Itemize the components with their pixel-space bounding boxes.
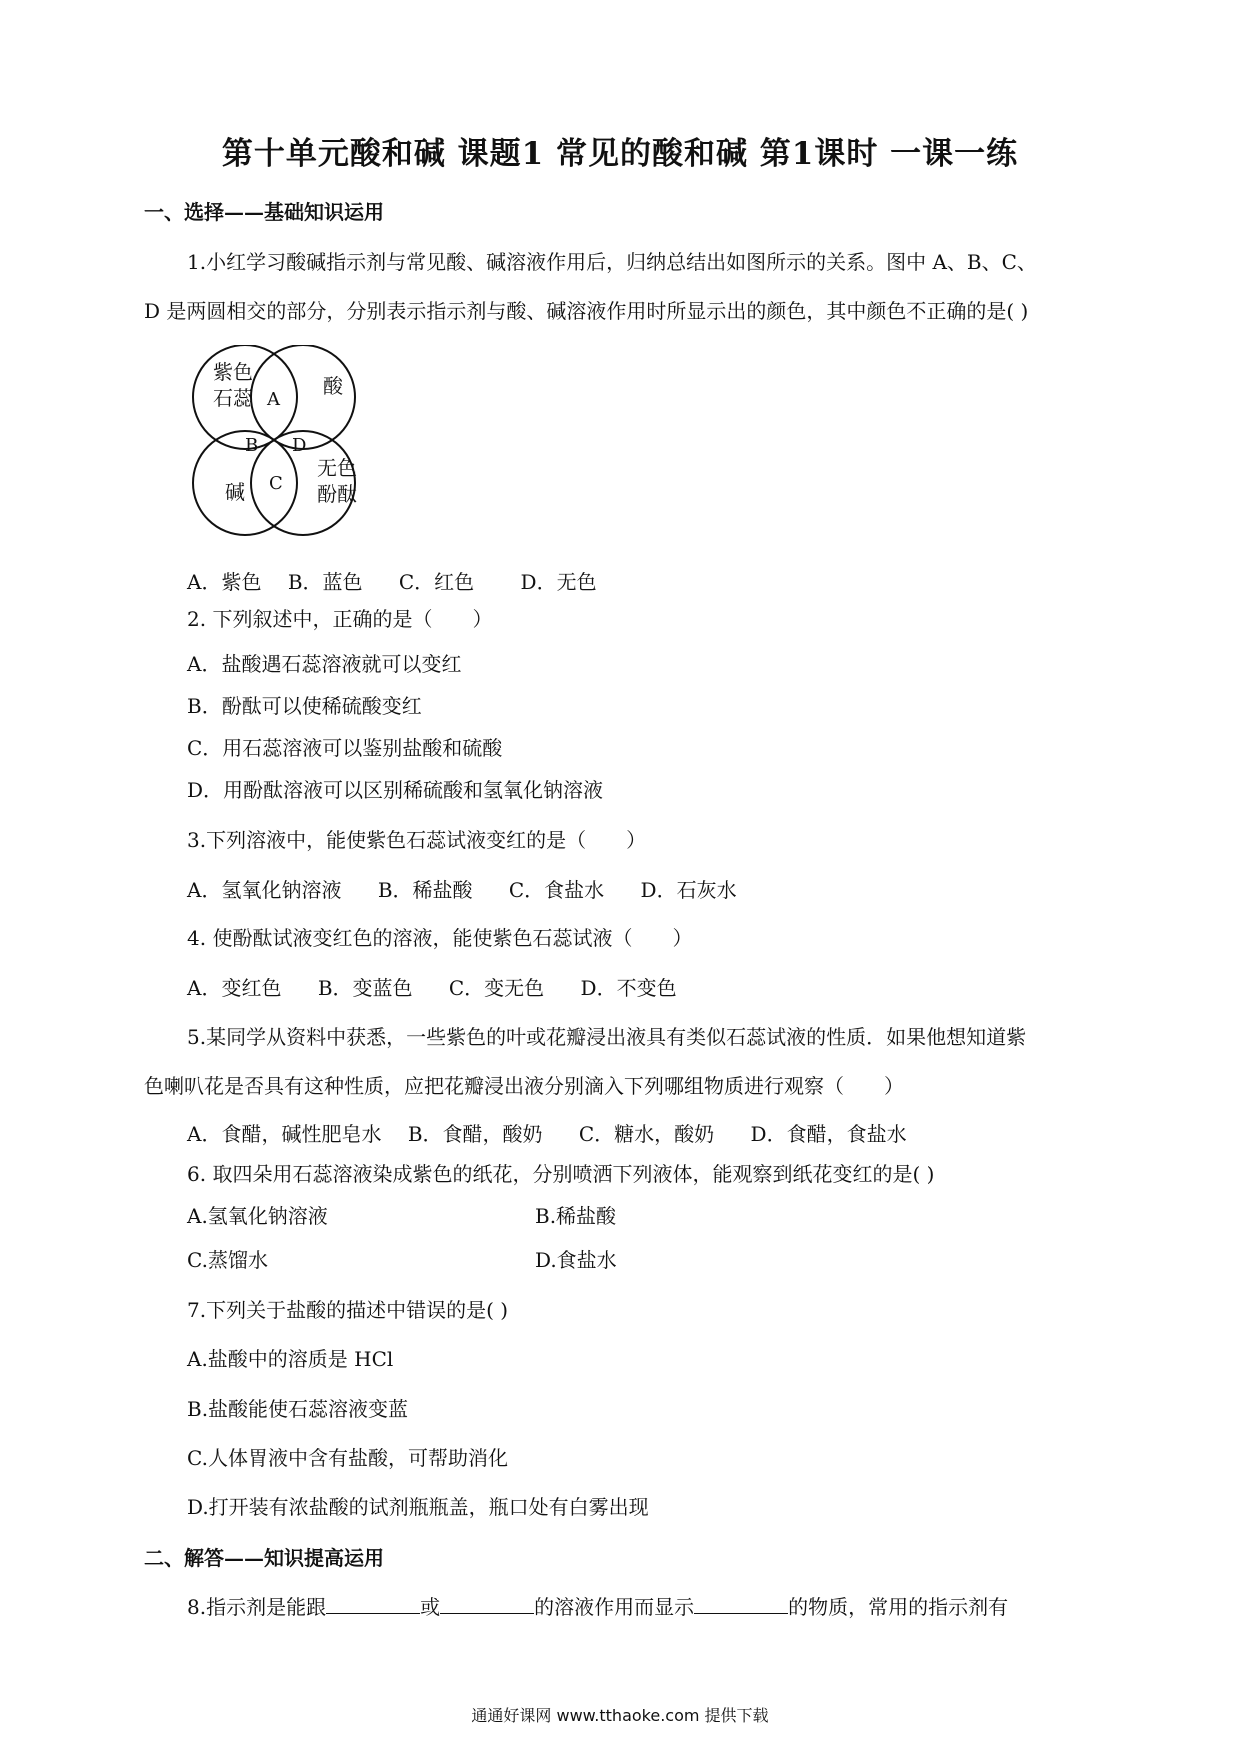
option-b[interactable]: B．蓝色 xyxy=(287,570,363,594)
question-7-option-a[interactable]: A.盐酸中的溶质是 HCl xyxy=(187,1347,394,1371)
question-8-text-3: 的溶液作用而显示 xyxy=(534,1595,695,1619)
option-d[interactable]: D．食醋，食盐水 xyxy=(750,1122,907,1146)
question-5-options xyxy=(187,1118,907,1147)
question-2-option-b[interactable]: B．酚酞可以使稀硫酸变红 xyxy=(187,694,422,718)
label-acid: 酸 xyxy=(323,374,343,398)
question-7-option-b[interactable]: B.盐酸能使石蕊溶液变蓝 xyxy=(187,1397,409,1421)
question-8-text-1: 8.指示剂是能跟 xyxy=(187,1595,327,1619)
question-1-line-1: 1.小红学习酸碱指示剂与常见酸、碱溶液作用后，归纳总结出如图所示的关系。图中 A、B、C、 xyxy=(187,250,1037,274)
answer-blank-2[interactable] xyxy=(440,1595,534,1614)
question-7-option-c[interactable]: C.人体胃液中含有盐酸，可帮助消化 xyxy=(187,1446,508,1470)
question-2-option-a[interactable]: A．盐酸遇石蕊溶液就可以变红 xyxy=(187,652,462,676)
option-b[interactable]: B．食醋，酸奶 xyxy=(407,1122,543,1146)
option-b[interactable]: B．稀盐酸 xyxy=(377,878,473,902)
question-6-option-b[interactable]: B.稀盐酸 xyxy=(535,1204,617,1228)
question-4-stem: 4. 使酚酞试液变红色的溶液，能使紫色石蕊试液（ ） xyxy=(187,926,693,950)
question-7-stem: 7.下列关于盐酸的描述中错误的是( ) xyxy=(187,1298,509,1322)
region-c: C xyxy=(269,473,283,494)
label-litmus: 石蕊 xyxy=(213,386,253,410)
question-6-option-c[interactable]: C.蒸馏水 xyxy=(187,1248,268,1272)
option-a[interactable]: A．变红色 xyxy=(187,976,282,1000)
question-1-line-2: D 是两圆相交的部分，分别表示指示剂与酸、碱溶液作用时所显示出的颜色，其中颜色不正确的是( ) xyxy=(144,299,1029,323)
question-8-line xyxy=(187,1591,1008,1620)
question-3-options xyxy=(187,874,737,903)
question-6-option-a[interactable]: A.氢氧化钠溶液 xyxy=(187,1204,328,1228)
question-2-option-c[interactable]: C．用石蕊溶液可以鉴别盐酸和硫酸 xyxy=(187,736,503,760)
label-phenolphthalein: 酚酞 xyxy=(317,482,357,506)
option-d[interactable]: D．无色 xyxy=(520,570,597,594)
option-a[interactable]: A．氢氧化钠溶液 xyxy=(187,878,342,902)
answer-blank-3[interactable] xyxy=(694,1595,788,1614)
region-a: A xyxy=(267,389,280,410)
option-b[interactable]: B．变蓝色 xyxy=(317,976,413,1000)
region-d: D xyxy=(292,435,307,456)
question-2-stem: 2. 下列叙述中，正确的是（ ） xyxy=(187,607,493,631)
section-heading-answer: 二、解答——知识提高运用 xyxy=(144,1546,384,1570)
option-c[interactable]: C．变无色 xyxy=(448,976,545,1000)
question-5-line-2: 色喇叭花是否具有这种性质，应把花瓣浸出液分别滴入下列哪组物质进行观察（ ） xyxy=(144,1074,904,1098)
question-4-options xyxy=(187,972,677,1001)
label-purple: 紫色 xyxy=(213,360,253,384)
question-6-stem: 6. 取四朵用石蕊溶液染成紫色的纸花，分别喷洒下列液体，能观察到纸花变红的是( ) xyxy=(187,1162,935,1186)
question-2-option-d[interactable]: D．用酚酞溶液可以区别稀硫酸和氢氧化钠溶液 xyxy=(187,778,604,802)
section-heading-choice: 一、选择——基础知识运用 xyxy=(144,200,384,224)
answer-blank-1[interactable] xyxy=(326,1595,420,1614)
label-base: 碱 xyxy=(225,480,245,504)
option-d[interactable]: D．石灰水 xyxy=(640,878,737,902)
question-3-stem: 3.下列溶液中，能使紫色石蕊试液变红的是（ ） xyxy=(187,828,647,852)
option-c[interactable]: C．红色 xyxy=(398,570,475,594)
option-a[interactable]: A．食醋，碱性肥皂水 xyxy=(187,1122,382,1146)
page-footer: 通通好课网 www.tthaoke.com 提供下载 xyxy=(471,1706,769,1725)
venn-diagram xyxy=(185,345,395,545)
question-1-options xyxy=(187,566,597,595)
option-a[interactable]: A．紫色 xyxy=(187,570,262,594)
label-colorless: 无色 xyxy=(317,456,357,480)
page-title: 第十单元酸和碱 课题1 常见的酸和碱 第1课时 一课一练 xyxy=(221,136,1019,172)
question-6-option-d[interactable]: D.食盐水 xyxy=(535,1248,617,1272)
question-8-text-4: 的物质，常用的指示剂有 xyxy=(788,1595,1009,1619)
question-8-text-2: 或 xyxy=(420,1595,441,1619)
question-7-option-d[interactable]: D.打开装有浓盐酸的试剂瓶瓶盖，瓶口处有白雾出现 xyxy=(187,1495,649,1519)
option-c[interactable]: C．糖水，酸奶 xyxy=(578,1122,715,1146)
option-c[interactable]: C．食盐水 xyxy=(508,878,605,902)
option-d[interactable]: D．不变色 xyxy=(580,976,677,1000)
question-5-line-1: 5.某同学从资料中获悉，一些紫色的叶或花瓣浸出液具有类似石蕊试液的性质．如果他想知道紫 xyxy=(187,1025,1027,1049)
region-b: B xyxy=(245,435,259,456)
